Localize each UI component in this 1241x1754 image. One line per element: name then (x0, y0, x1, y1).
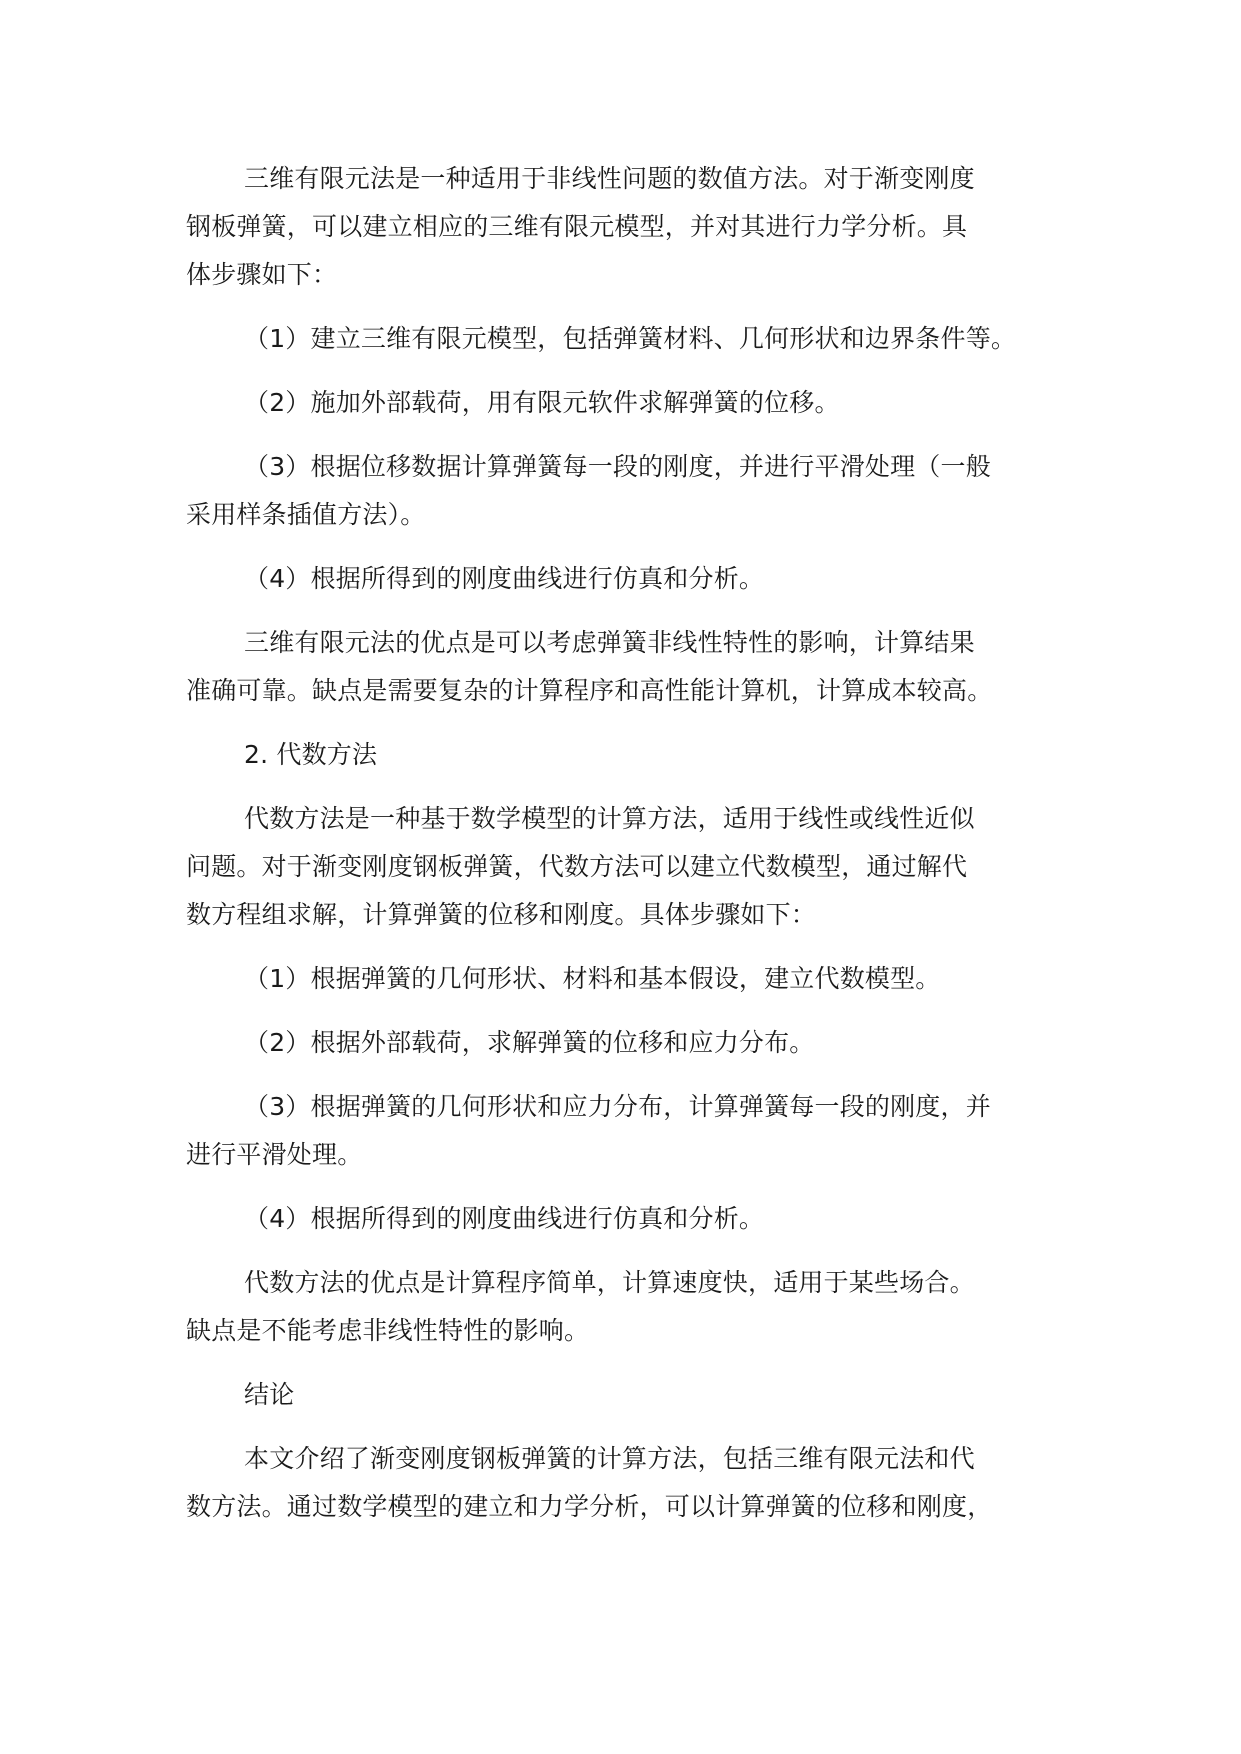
paragraph-fem-step-1 (186, 315, 1066, 363)
text-line: 准确可靠。缺点是需要复杂的计算程序和高性能计算机，计算成本较高。 (186, 676, 993, 705)
section-heading-conclusion (186, 1371, 1066, 1419)
section-heading: 2. 代数方法 (244, 740, 378, 769)
text-line: （3）根据弹簧的几何形状和应力分布，计算弹簧每一段的刚度，并 (244, 1092, 991, 1121)
paragraph-algebraic-step-2 (186, 1019, 1066, 1067)
text-line: （1）根据弹簧的几何形状、材料和基本假设，建立代数模型。 (244, 964, 941, 993)
text-line: 代数方法是一种基于数学模型的计算方法，适用于线性或线性近似 (244, 804, 975, 833)
paragraph-algebraic-pros-cons (186, 1259, 1066, 1355)
text-line: 三维有限元法的优点是可以考虑弹簧非线性特性的影响，计算结果 (244, 628, 975, 657)
paragraph-fem-step-3 (186, 443, 1066, 539)
section-heading-algebraic (186, 731, 1066, 779)
paragraph-fem-step-4 (186, 555, 1066, 603)
text-line: 钢板弹簧，可以建立相应的三维有限元模型，并对其进行力学分析。具 (186, 212, 968, 241)
text-line: 代数方法的优点是计算程序简单，计算速度快，适用于某些场合。 (244, 1268, 975, 1297)
document-body (186, 155, 1066, 1547)
text-line: 进行平滑处理。 (186, 1140, 363, 1169)
text-line: （1）建立三维有限元模型，包括弹簧材料、几何形状和边界条件等。 (244, 324, 1017, 353)
paragraph-algebraic-intro (186, 795, 1066, 939)
paragraph-conclusion (186, 1435, 1066, 1531)
text-line: 问题。对于渐变刚度钢板弹簧，代数方法可以建立代数模型，通过解代 (186, 852, 968, 881)
text-line: 数方程组求解，计算弹簧的位移和刚度。具体步骤如下： (186, 900, 817, 929)
paragraph-fem-pros-cons (186, 619, 1066, 715)
text-line: （3）根据位移数据计算弹簧每一段的刚度，并进行平滑处理（一般 (244, 452, 991, 481)
paragraph-algebraic-step-3 (186, 1083, 1066, 1179)
text-line: 三维有限元法是一种适用于非线性问题的数值方法。对于渐变刚度 (244, 164, 975, 193)
section-heading: 结论 (244, 1380, 295, 1409)
paragraph-fem-step-2 (186, 379, 1066, 427)
text-line: 体步骤如下： (186, 260, 338, 289)
paragraph-fem-intro (186, 155, 1066, 299)
paragraph-algebraic-step-1 (186, 955, 1066, 1003)
text-line: （4）根据所得到的刚度曲线进行仿真和分析。 (244, 564, 765, 593)
text-line: 缺点是不能考虑非线性特性的影响。 (186, 1316, 590, 1345)
text-line: （4）根据所得到的刚度曲线进行仿真和分析。 (244, 1204, 765, 1233)
paragraph-algebraic-step-4 (186, 1195, 1066, 1243)
text-line: （2）根据外部载荷，求解弹簧的位移和应力分布。 (244, 1028, 815, 1057)
text-line: （2）施加外部载荷，用有限元软件求解弹簧的位移。 (244, 388, 840, 417)
text-line: 采用样条插值方法）。 (186, 500, 426, 529)
text-line: 本文介绍了渐变刚度钢板弹簧的计算方法，包括三维有限元法和代 (244, 1444, 975, 1473)
text-line: 数方法。通过数学模型的建立和力学分析，可以计算弹簧的位移和刚度， (186, 1492, 993, 1521)
